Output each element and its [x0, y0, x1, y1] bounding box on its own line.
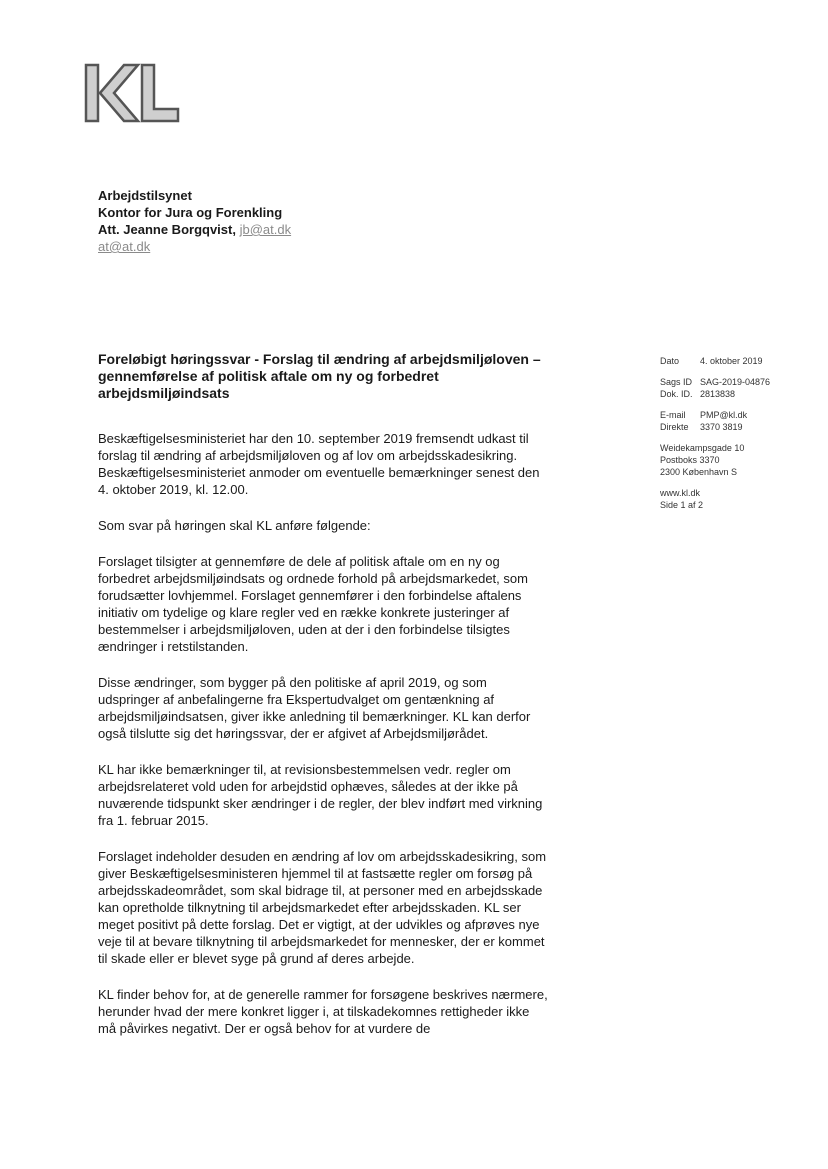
- paragraph-1: Beskæftigelsesministeriet har den 10. september 2019 fremsendt udkast til forslag til ændring af arbejdsmiljøloven og af lov om arbejdsskadesikring. Beskæftigelsesministeriet anmoder om eventuelle bemærkninger senest den 4. oktober 2019, kl. 12.00.: [98, 431, 540, 497]
- document-title: Foreløbigt høringssvar - Forslag til ændring af arbejdsmiljøloven – gennemførelse af politisk aftale om ny og forbedret arbejdsmiljøindsats: [98, 351, 541, 401]
- paragraph-7: KL finder behov for, at de generelle rammer for forsøgene beskrives nærmere, herunder hvad der mere konkret ligger i, at tilskadekomnes rettigheder ikke må påvirkes negativt. Der er også behov for at vurdere de: [98, 987, 548, 1036]
- paragraph-5: KL har ikke bemærkninger til, at revisionsbestemmelsen vedr. regler om arbejdsrelateret vold uden for arbejdstid ophæves, således at der ikke på nuværende tidspunkt sker ændringer i de regler, der blev indført med virkning fra 1. februar 2015.: [98, 762, 543, 828]
- meta-website: www.kl.dk: [660, 488, 701, 498]
- recipient-email2-row: [98, 238, 291, 255]
- letter-body: [98, 430, 550, 1056]
- paragraph-6: Forslaget indeholder desuden en ændring af lov om arbejdsskadesikring, som giver Beskæftigelsesministeren hjemmel til at fastsætte regler om forsøg på arbejdsskadeområdet, som skal bidrage til, at personer med en arbejdsskade kan opretholde tilknytning til arbejdsmarkedet efter arbejdsskaden. KL ser meget positivt på dette forslag. Det er vigtigt, at der udvikles og afprøves nye veje til at bevare tilknytning til arbejdsmarkedet for mennesker, der er kommet til skade eller er blevet syge på grund af deres arbejde.: [98, 849, 547, 966]
- paragraph-3: Forslaget tilsigter at gennemføre de dele af politisk aftale om en ny og forbedret arbejdsmiljøindsats og ordnede forhold på arbejdsmarkedet, som forudsætter lovhjemmel. Forslaget gennemfører i den forbindelse aftalens initiativ om tydelige og klare regler ved en række konkrete justeringer af bestemmelser i arbejdsmiljøloven, uden at der i den forbindelse tilsigtes ændringer i retstilstanden.: [98, 554, 528, 654]
- meta-page-number: Side 1 af 2: [660, 500, 704, 510]
- meta-email: E-mail PMP@kl.dk: [660, 410, 748, 420]
- recipient-email-link[interactable]: jb@at.dk: [239, 222, 292, 237]
- organization-email-link[interactable]: at@at.dk: [98, 239, 151, 254]
- recipient-department: Kontor for Jura og Forenkling: [98, 205, 283, 220]
- recipient-attention: [98, 221, 291, 238]
- meta-document-id: Dok. ID. 2813838: [660, 389, 736, 399]
- document-metadata: [660, 355, 770, 520]
- recipient-organization: Arbejdstilsynet: [98, 188, 192, 203]
- kl-logo: [84, 62, 180, 124]
- paragraph-2: Som svar på høringen skal KL anføre følgende:: [98, 518, 371, 533]
- meta-postbox: Postboks 3370: [660, 455, 720, 465]
- meta-city: 2300 København S: [660, 467, 738, 477]
- meta-case-id: Sags ID SAG-2019-04876: [660, 377, 771, 387]
- kl-logo-mark: [84, 62, 180, 124]
- meta-street: Weidekampsgade 10: [660, 443, 745, 453]
- recipient-name: Att. Jeanne Borgqvist,: [98, 222, 236, 237]
- meta-date: Dato 4. oktober 2019: [660, 356, 763, 366]
- meta-direct-phone: Direkte 3370 3819: [660, 422, 743, 432]
- paragraph-4: Disse ændringer, som bygger på den politiske af april 2019, og som udspringer af anbefalingerne fra Ekspertudvalget om gentænkning af arbejdsmiljøindsatsen, giver ikke anledning til bemærkninger. KL kan derfor også tilslutte sig det høringssvar, der er afgivet af Arbejdsmiljørådet.: [98, 675, 531, 741]
- addressee-block: [98, 187, 291, 255]
